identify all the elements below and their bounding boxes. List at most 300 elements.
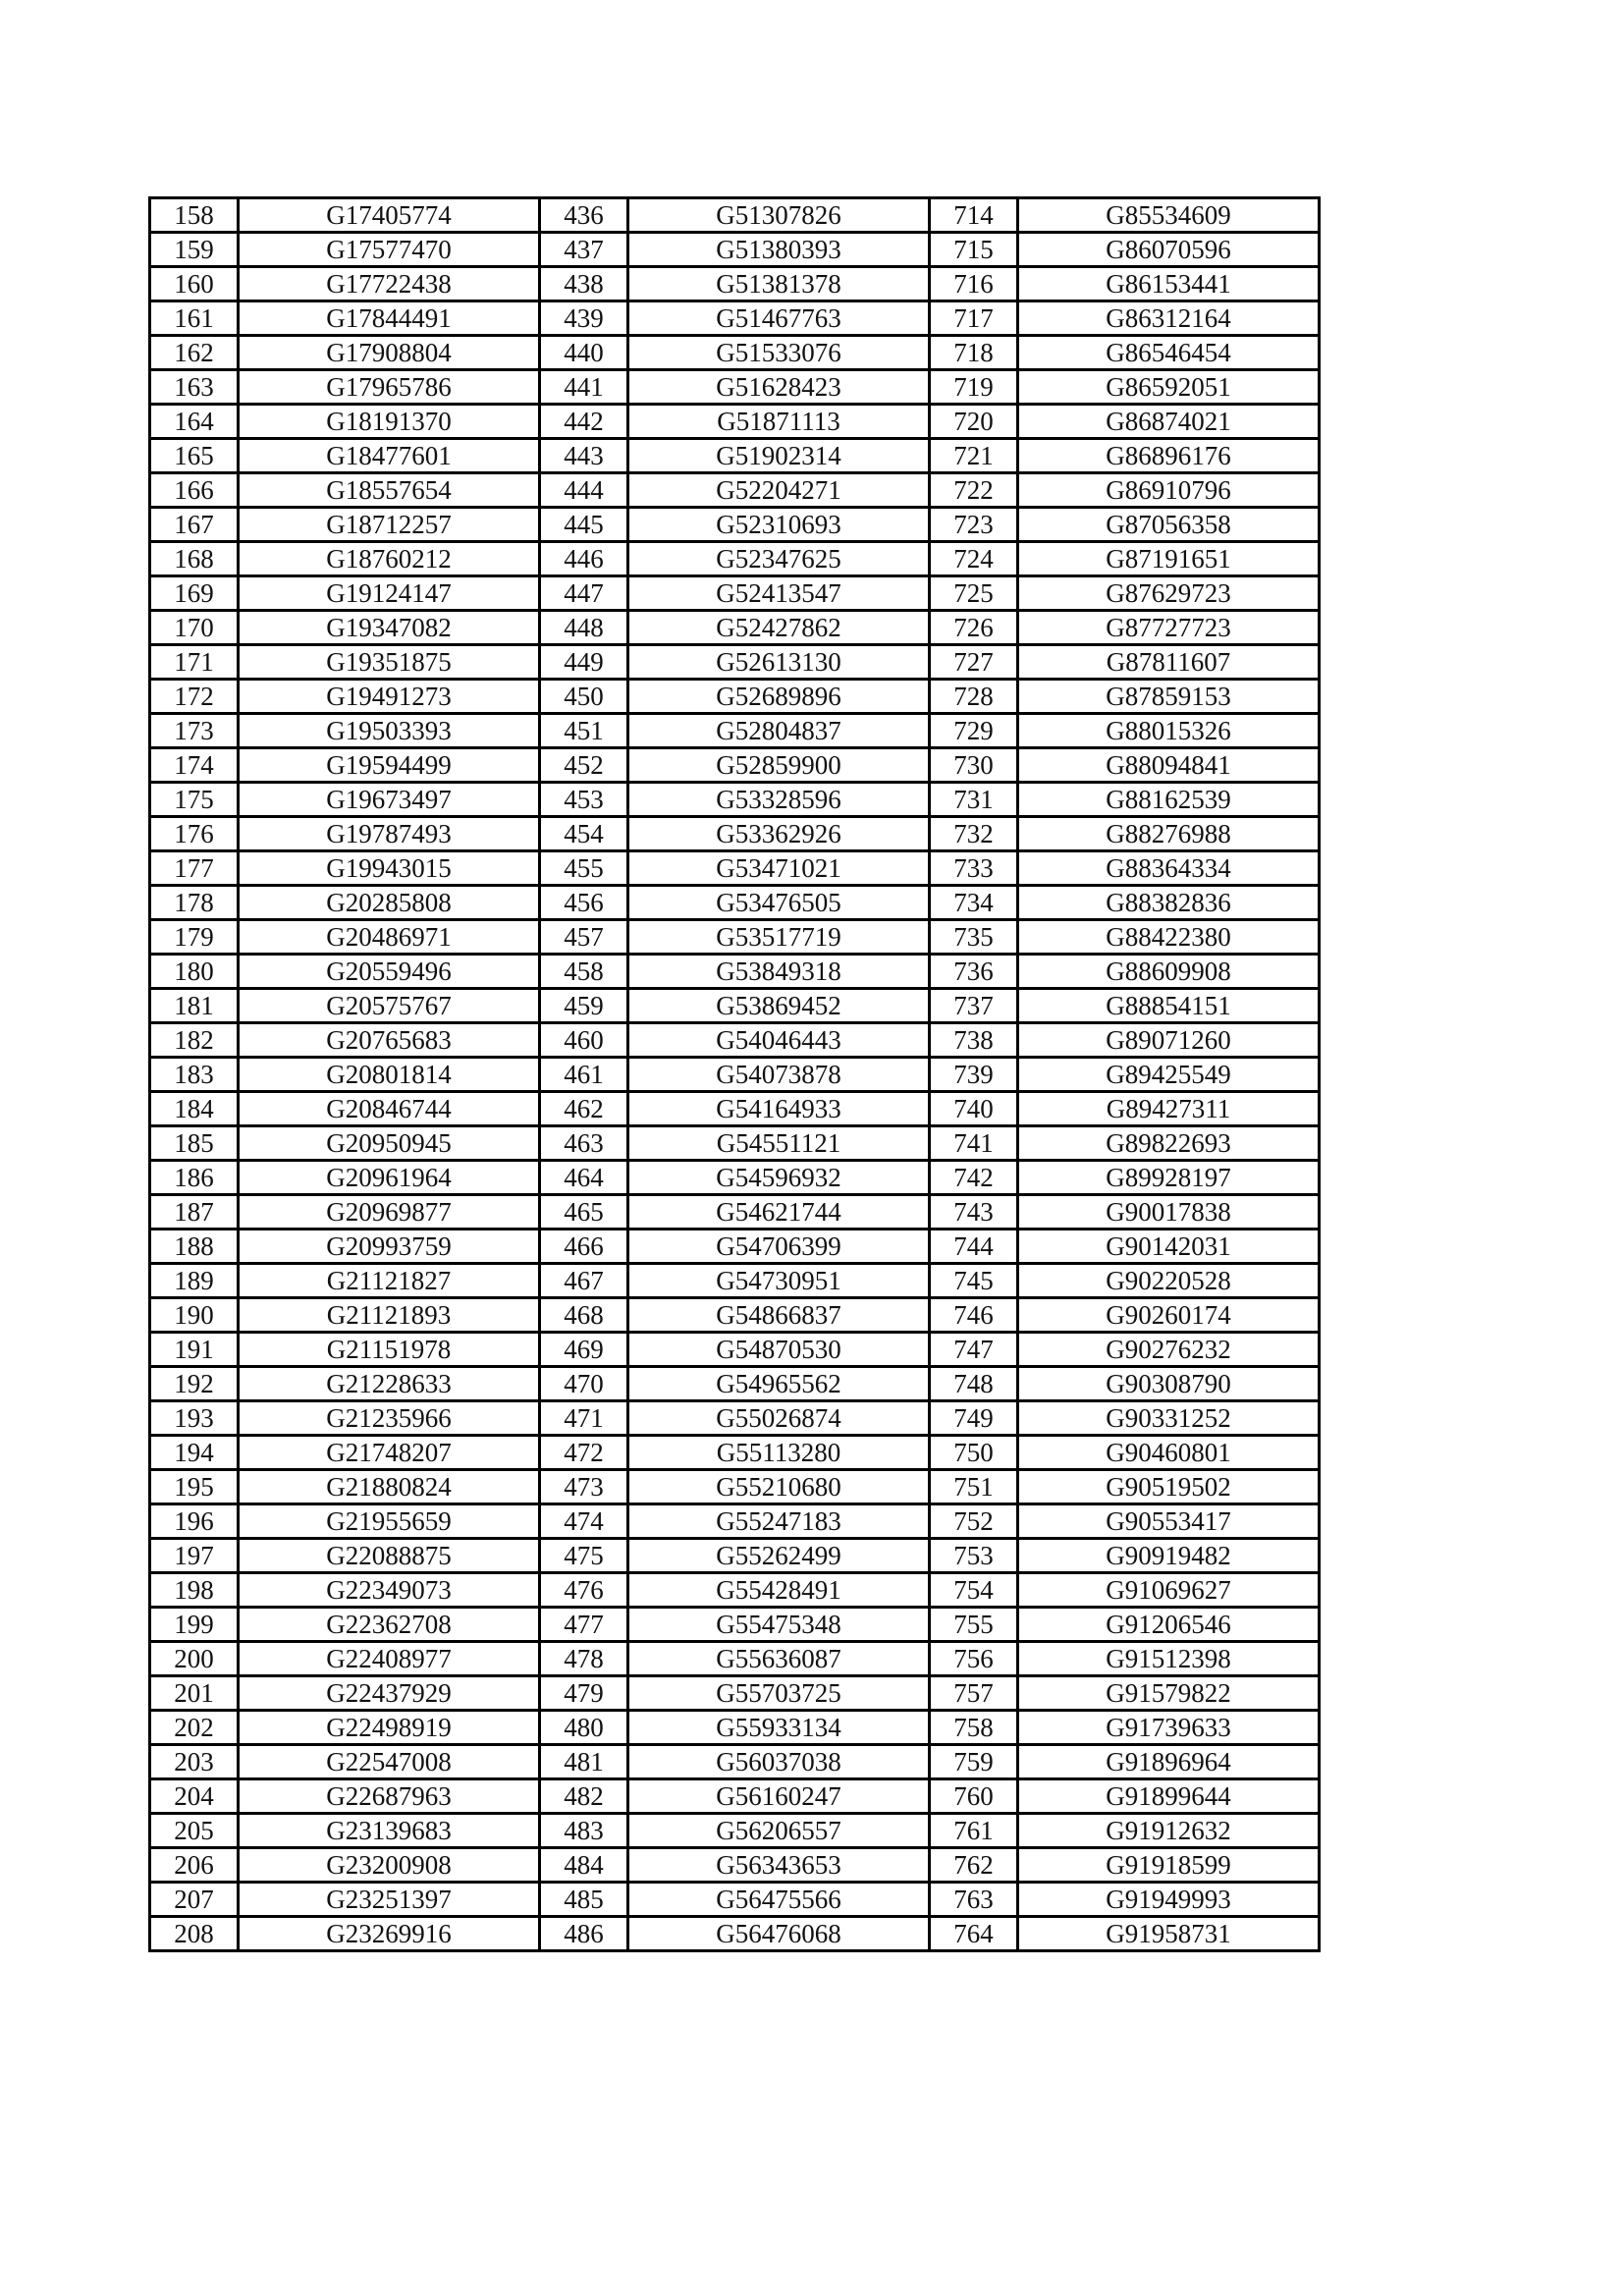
code-cell: G19347082 — [239, 611, 540, 645]
seq-number-cell: 743 — [930, 1195, 1018, 1230]
seq-number-cell: 438 — [540, 267, 628, 301]
seq-number-cell: 179 — [150, 920, 239, 955]
code-cell: G53517719 — [628, 920, 930, 955]
code-cell: G21151978 — [239, 1333, 540, 1367]
code-cell: G88854151 — [1018, 989, 1320, 1023]
seq-number-cell: 481 — [540, 1745, 628, 1779]
code-cell: G90276232 — [1018, 1333, 1320, 1367]
code-cell: G55113280 — [628, 1436, 930, 1470]
seq-number-cell: 165 — [150, 439, 239, 473]
seq-number-cell: 170 — [150, 611, 239, 645]
table-row — [150, 851, 1320, 886]
seq-number-cell: 723 — [930, 508, 1018, 542]
seq-number-cell: 714 — [930, 198, 1018, 233]
table-row — [150, 1195, 1320, 1230]
seq-number-cell: 455 — [540, 851, 628, 886]
code-cell: G22498919 — [239, 1711, 540, 1745]
table-row — [150, 817, 1320, 851]
code-cell: G54730951 — [628, 1264, 930, 1298]
table-row — [150, 439, 1320, 473]
code-cell: G21121827 — [239, 1264, 540, 1298]
seq-number-cell: 190 — [150, 1298, 239, 1333]
code-cell: G53471021 — [628, 851, 930, 886]
seq-number-cell: 450 — [540, 680, 628, 714]
seq-number-cell: 189 — [150, 1264, 239, 1298]
seq-number-cell: 480 — [540, 1711, 628, 1745]
code-cell: G91896964 — [1018, 1745, 1320, 1779]
code-cell: G91912632 — [1018, 1814, 1320, 1848]
code-cell: G53476505 — [628, 886, 930, 920]
seq-number-cell: 756 — [930, 1642, 1018, 1676]
code-cell: G55428491 — [628, 1573, 930, 1608]
table-row — [150, 714, 1320, 748]
seq-number-cell: 732 — [930, 817, 1018, 851]
seq-number-cell: 167 — [150, 508, 239, 542]
seq-number-cell: 478 — [540, 1642, 628, 1676]
seq-number-cell: 159 — [150, 233, 239, 267]
table-row — [150, 1883, 1320, 1917]
table-row — [150, 680, 1320, 714]
seq-number-cell: 745 — [930, 1264, 1018, 1298]
code-cell: G53849318 — [628, 955, 930, 989]
code-cell: G86896176 — [1018, 439, 1320, 473]
code-cell: G87727723 — [1018, 611, 1320, 645]
seq-number-cell: 731 — [930, 783, 1018, 817]
code-cell: G52689896 — [628, 680, 930, 714]
code-cell: G18760212 — [239, 542, 540, 576]
seq-number-cell: 753 — [930, 1539, 1018, 1573]
code-cell: G22088875 — [239, 1539, 540, 1573]
table-row — [150, 336, 1320, 370]
id-list-table — [148, 196, 1321, 1952]
code-cell: G21880824 — [239, 1470, 540, 1504]
code-cell: G18477601 — [239, 439, 540, 473]
seq-number-cell: 188 — [150, 1230, 239, 1264]
seq-number-cell: 719 — [930, 370, 1018, 405]
table-row — [150, 645, 1320, 680]
code-cell: G56476068 — [628, 1917, 930, 1951]
seq-number-cell: 463 — [540, 1126, 628, 1161]
seq-number-cell: 176 — [150, 817, 239, 851]
code-cell: G87629723 — [1018, 576, 1320, 611]
code-cell: G19491273 — [239, 680, 540, 714]
code-cell: G19351875 — [239, 645, 540, 680]
code-cell: G91069627 — [1018, 1573, 1320, 1608]
code-cell: G89427311 — [1018, 1092, 1320, 1126]
seq-number-cell: 178 — [150, 886, 239, 920]
code-cell: G23139683 — [239, 1814, 540, 1848]
code-cell: G54870530 — [628, 1333, 930, 1367]
seq-number-cell: 451 — [540, 714, 628, 748]
seq-number-cell: 738 — [930, 1023, 1018, 1058]
seq-number-cell: 729 — [930, 714, 1018, 748]
code-cell: G87811607 — [1018, 645, 1320, 680]
code-cell: G88609908 — [1018, 955, 1320, 989]
code-cell: G52204271 — [628, 473, 930, 508]
seq-number-cell: 169 — [150, 576, 239, 611]
seq-number-cell: 740 — [930, 1092, 1018, 1126]
seq-number-cell: 747 — [930, 1333, 1018, 1367]
seq-number-cell: 164 — [150, 405, 239, 439]
table-row — [150, 1436, 1320, 1470]
seq-number-cell: 716 — [930, 267, 1018, 301]
code-cell: G54073878 — [628, 1058, 930, 1092]
code-cell: G17844491 — [239, 301, 540, 336]
code-cell: G88162539 — [1018, 783, 1320, 817]
seq-number-cell: 207 — [150, 1883, 239, 1917]
seq-number-cell: 173 — [150, 714, 239, 748]
code-cell: G55247183 — [628, 1504, 930, 1539]
seq-number-cell: 460 — [540, 1023, 628, 1058]
code-cell: G54621744 — [628, 1195, 930, 1230]
code-cell: G90553417 — [1018, 1504, 1320, 1539]
table-row — [150, 1711, 1320, 1745]
code-cell: G51871113 — [628, 405, 930, 439]
table-row — [150, 1058, 1320, 1092]
code-cell: G19503393 — [239, 714, 540, 748]
seq-number-cell: 453 — [540, 783, 628, 817]
table-row — [150, 1401, 1320, 1436]
code-cell: G91958731 — [1018, 1917, 1320, 1951]
code-cell: G54965562 — [628, 1367, 930, 1401]
seq-number-cell: 161 — [150, 301, 239, 336]
seq-number-cell: 184 — [150, 1092, 239, 1126]
seq-number-cell: 722 — [930, 473, 1018, 508]
code-cell: G52804837 — [628, 714, 930, 748]
seq-number-cell: 462 — [540, 1092, 628, 1126]
seq-number-cell: 441 — [540, 370, 628, 405]
code-cell: G90919482 — [1018, 1539, 1320, 1573]
seq-number-cell: 469 — [540, 1333, 628, 1367]
code-cell: G52310693 — [628, 508, 930, 542]
code-cell: G22437929 — [239, 1676, 540, 1711]
seq-number-cell: 482 — [540, 1779, 628, 1814]
code-cell: G18557654 — [239, 473, 540, 508]
code-cell: G88094841 — [1018, 748, 1320, 783]
code-cell: G55475348 — [628, 1608, 930, 1642]
seq-number-cell: 187 — [150, 1195, 239, 1230]
table-row — [150, 1539, 1320, 1573]
code-cell: G19787493 — [239, 817, 540, 851]
seq-number-cell: 477 — [540, 1608, 628, 1642]
code-cell: G90220528 — [1018, 1264, 1320, 1298]
seq-number-cell: 734 — [930, 886, 1018, 920]
seq-number-cell: 457 — [540, 920, 628, 955]
seq-number-cell: 761 — [930, 1814, 1018, 1848]
code-cell: G21748207 — [239, 1436, 540, 1470]
table-row — [150, 920, 1320, 955]
code-cell: G88364334 — [1018, 851, 1320, 886]
code-cell: G55262499 — [628, 1539, 930, 1573]
code-cell: G86910796 — [1018, 473, 1320, 508]
code-cell: G22408977 — [239, 1642, 540, 1676]
seq-number-cell: 728 — [930, 680, 1018, 714]
code-cell: G54046443 — [628, 1023, 930, 1058]
seq-number-cell: 452 — [540, 748, 628, 783]
seq-number-cell: 476 — [540, 1573, 628, 1608]
table-row — [150, 1676, 1320, 1711]
seq-number-cell: 194 — [150, 1436, 239, 1470]
code-cell: G51533076 — [628, 336, 930, 370]
code-cell: G88276988 — [1018, 817, 1320, 851]
code-cell: G91579822 — [1018, 1676, 1320, 1711]
table-row — [150, 1608, 1320, 1642]
code-cell: G85534609 — [1018, 198, 1320, 233]
seq-number-cell: 198 — [150, 1573, 239, 1608]
code-cell: G86070596 — [1018, 233, 1320, 267]
seq-number-cell: 473 — [540, 1470, 628, 1504]
seq-number-cell: 724 — [930, 542, 1018, 576]
table-row — [150, 370, 1320, 405]
seq-number-cell: 459 — [540, 989, 628, 1023]
seq-number-cell: 458 — [540, 955, 628, 989]
seq-number-cell: 464 — [540, 1161, 628, 1195]
code-cell: G54866837 — [628, 1298, 930, 1333]
seq-number-cell: 746 — [930, 1298, 1018, 1333]
seq-number-cell: 454 — [540, 817, 628, 851]
seq-number-cell: 205 — [150, 1814, 239, 1848]
code-cell: G55210680 — [628, 1470, 930, 1504]
seq-number-cell: 200 — [150, 1642, 239, 1676]
code-cell: G55026874 — [628, 1401, 930, 1436]
table-row — [150, 1161, 1320, 1195]
code-cell: G51307826 — [628, 198, 930, 233]
code-cell: G52413547 — [628, 576, 930, 611]
seq-number-cell: 752 — [930, 1504, 1018, 1539]
seq-number-cell: 470 — [540, 1367, 628, 1401]
table-row — [150, 1126, 1320, 1161]
code-cell: G19943015 — [239, 851, 540, 886]
seq-number-cell: 717 — [930, 301, 1018, 336]
seq-number-cell: 484 — [540, 1848, 628, 1883]
code-cell: G86592051 — [1018, 370, 1320, 405]
seq-number-cell: 447 — [540, 576, 628, 611]
seq-number-cell: 468 — [540, 1298, 628, 1333]
seq-number-cell: 199 — [150, 1608, 239, 1642]
table-row — [150, 1573, 1320, 1608]
code-cell: G51380393 — [628, 233, 930, 267]
seq-number-cell: 485 — [540, 1883, 628, 1917]
seq-number-cell: 759 — [930, 1745, 1018, 1779]
seq-number-cell: 181 — [150, 989, 239, 1023]
table-row — [150, 748, 1320, 783]
code-cell: G22687963 — [239, 1779, 540, 1814]
code-cell: G91949993 — [1018, 1883, 1320, 1917]
seq-number-cell: 172 — [150, 680, 239, 714]
code-cell: G20486971 — [239, 920, 540, 955]
code-cell: G54164933 — [628, 1092, 930, 1126]
seq-number-cell: 474 — [540, 1504, 628, 1539]
code-cell: G54551121 — [628, 1126, 930, 1161]
seq-number-cell: 197 — [150, 1539, 239, 1573]
table-row — [150, 508, 1320, 542]
seq-number-cell: 736 — [930, 955, 1018, 989]
code-cell: G91899644 — [1018, 1779, 1320, 1814]
seq-number-cell: 461 — [540, 1058, 628, 1092]
seq-number-cell: 754 — [930, 1573, 1018, 1608]
seq-number-cell: 764 — [930, 1917, 1018, 1951]
code-cell: G54706399 — [628, 1230, 930, 1264]
code-cell: G52859900 — [628, 748, 930, 783]
seq-number-cell: 742 — [930, 1161, 1018, 1195]
code-cell: G51467763 — [628, 301, 930, 336]
code-cell: G55703725 — [628, 1676, 930, 1711]
code-cell: G89425549 — [1018, 1058, 1320, 1092]
code-cell: G22547008 — [239, 1745, 540, 1779]
seq-number-cell: 166 — [150, 473, 239, 508]
table-row — [150, 1230, 1320, 1264]
seq-number-cell: 762 — [930, 1848, 1018, 1883]
code-cell: G90142031 — [1018, 1230, 1320, 1264]
seq-number-cell: 177 — [150, 851, 239, 886]
seq-number-cell: 206 — [150, 1848, 239, 1883]
code-cell: G19124147 — [239, 576, 540, 611]
code-cell: G53328596 — [628, 783, 930, 817]
table-row — [150, 886, 1320, 920]
seq-number-cell: 475 — [540, 1539, 628, 1573]
seq-number-cell: 751 — [930, 1470, 1018, 1504]
table-row — [150, 576, 1320, 611]
code-cell: G56475566 — [628, 1883, 930, 1917]
code-cell: G86153441 — [1018, 267, 1320, 301]
seq-number-cell: 446 — [540, 542, 628, 576]
table-row — [150, 1264, 1320, 1298]
table-row — [150, 1779, 1320, 1814]
code-cell: G21228633 — [239, 1367, 540, 1401]
seq-number-cell: 192 — [150, 1367, 239, 1401]
seq-number-cell: 726 — [930, 611, 1018, 645]
seq-number-cell: 445 — [540, 508, 628, 542]
code-cell: G51381378 — [628, 267, 930, 301]
code-cell: G87859153 — [1018, 680, 1320, 714]
seq-number-cell: 186 — [150, 1161, 239, 1195]
code-cell: G56343653 — [628, 1848, 930, 1883]
seq-number-cell: 735 — [930, 920, 1018, 955]
code-cell: G22362708 — [239, 1608, 540, 1642]
code-cell: G17405774 — [239, 198, 540, 233]
code-cell: G56037038 — [628, 1745, 930, 1779]
code-cell: G20969877 — [239, 1195, 540, 1230]
seq-number-cell: 725 — [930, 576, 1018, 611]
seq-number-cell: 749 — [930, 1401, 1018, 1436]
seq-number-cell: 720 — [930, 405, 1018, 439]
table-row — [150, 1848, 1320, 1883]
code-cell: G89071260 — [1018, 1023, 1320, 1058]
code-cell: G23200908 — [239, 1848, 540, 1883]
code-cell: G88382836 — [1018, 886, 1320, 920]
seq-number-cell: 182 — [150, 1023, 239, 1058]
code-cell: G90017838 — [1018, 1195, 1320, 1230]
code-cell: G19594499 — [239, 748, 540, 783]
table-row — [150, 1367, 1320, 1401]
table-row — [150, 1814, 1320, 1848]
seq-number-cell: 168 — [150, 542, 239, 576]
seq-number-cell: 739 — [930, 1058, 1018, 1092]
table-row — [150, 611, 1320, 645]
seq-number-cell: 158 — [150, 198, 239, 233]
seq-number-cell: 466 — [540, 1230, 628, 1264]
table-row — [150, 783, 1320, 817]
seq-number-cell: 193 — [150, 1401, 239, 1436]
table-row — [150, 542, 1320, 576]
seq-number-cell: 750 — [930, 1436, 1018, 1470]
seq-number-cell: 472 — [540, 1436, 628, 1470]
code-cell: G91512398 — [1018, 1642, 1320, 1676]
code-cell: G89928197 — [1018, 1161, 1320, 1195]
code-cell: G55933134 — [628, 1711, 930, 1745]
seq-number-cell: 748 — [930, 1367, 1018, 1401]
code-cell: G87056358 — [1018, 508, 1320, 542]
seq-number-cell: 174 — [150, 748, 239, 783]
seq-number-cell: 442 — [540, 405, 628, 439]
code-cell: G21955659 — [239, 1504, 540, 1539]
seq-number-cell: 758 — [930, 1711, 1018, 1745]
table-body — [150, 198, 1320, 1951]
table-row — [150, 1333, 1320, 1367]
code-cell: G56160247 — [628, 1779, 930, 1814]
code-cell: G52347625 — [628, 542, 930, 576]
table-row — [150, 1092, 1320, 1126]
table-row — [150, 1470, 1320, 1504]
seq-number-cell: 456 — [540, 886, 628, 920]
code-cell: G23269916 — [239, 1917, 540, 1951]
seq-number-cell: 763 — [930, 1883, 1018, 1917]
code-cell: G20950945 — [239, 1126, 540, 1161]
seq-number-cell: 444 — [540, 473, 628, 508]
seq-number-cell: 715 — [930, 233, 1018, 267]
code-cell: G88015326 — [1018, 714, 1320, 748]
code-cell: G51628423 — [628, 370, 930, 405]
code-cell: G91739633 — [1018, 1711, 1320, 1745]
code-cell: G55636087 — [628, 1642, 930, 1676]
seq-number-cell: 733 — [930, 851, 1018, 886]
seq-number-cell: 204 — [150, 1779, 239, 1814]
seq-number-cell: 479 — [540, 1676, 628, 1711]
code-cell: G21121893 — [239, 1298, 540, 1333]
code-cell: G17722438 — [239, 267, 540, 301]
seq-number-cell: 162 — [150, 336, 239, 370]
seq-number-cell: 467 — [540, 1264, 628, 1298]
code-cell: G56206557 — [628, 1814, 930, 1848]
seq-number-cell: 180 — [150, 955, 239, 989]
seq-number-cell: 171 — [150, 645, 239, 680]
code-cell: G20993759 — [239, 1230, 540, 1264]
table-row — [150, 1298, 1320, 1333]
seq-number-cell: 175 — [150, 783, 239, 817]
table-row — [150, 301, 1320, 336]
table-row — [150, 1504, 1320, 1539]
code-cell: G52613130 — [628, 645, 930, 680]
code-cell: G17577470 — [239, 233, 540, 267]
table-row — [150, 233, 1320, 267]
table-row — [150, 1745, 1320, 1779]
seq-number-cell: 755 — [930, 1608, 1018, 1642]
code-cell: G20285808 — [239, 886, 540, 920]
code-cell: G90519502 — [1018, 1470, 1320, 1504]
code-cell: G88422380 — [1018, 920, 1320, 955]
seq-number-cell: 465 — [540, 1195, 628, 1230]
code-cell: G23251397 — [239, 1883, 540, 1917]
code-cell: G21235966 — [239, 1401, 540, 1436]
seq-number-cell: 443 — [540, 439, 628, 473]
seq-number-cell: 741 — [930, 1126, 1018, 1161]
code-cell: G53869452 — [628, 989, 930, 1023]
code-cell: G91206546 — [1018, 1608, 1320, 1642]
seq-number-cell: 718 — [930, 336, 1018, 370]
code-cell: G90308790 — [1018, 1367, 1320, 1401]
code-cell: G87191651 — [1018, 542, 1320, 576]
seq-number-cell: 163 — [150, 370, 239, 405]
